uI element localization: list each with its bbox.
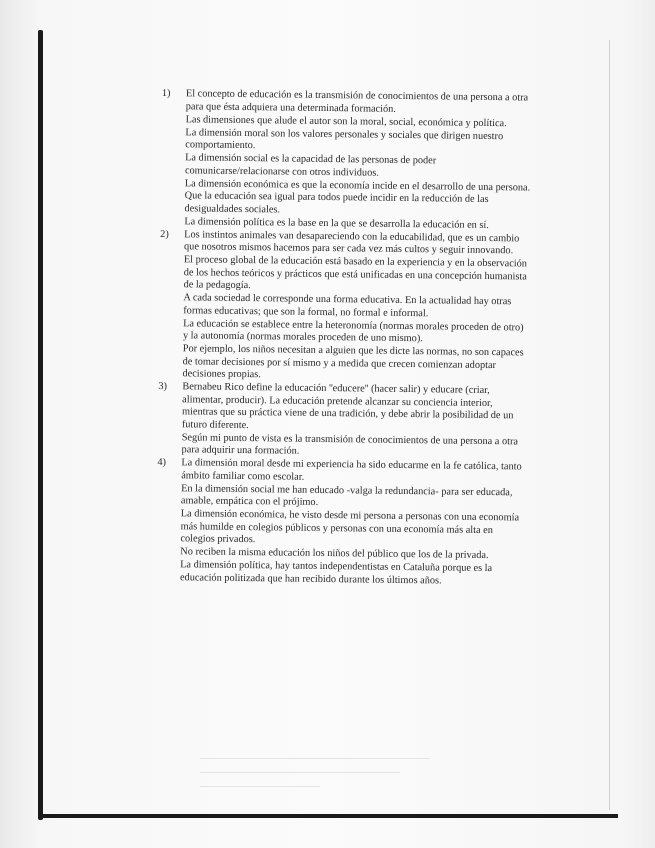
item-body xyxy=(184,88,532,233)
faint-bleedthrough xyxy=(200,772,400,773)
numbered-item xyxy=(157,381,528,462)
numbered-item xyxy=(158,228,530,385)
paragraph: Bernabeu Rico define la educación ''educere'' (hacer salir) y educare (criar, alimentar, producir). La educación pretende alcanzar su conciencia interior, mientras que su práctica viene de una tradición, y debe abrir la posibilidad de un futuro diferente. xyxy=(181,381,514,431)
paragraph: La dimensión moral son los valores personales y sociales que dirigen nuestro comportamiento. xyxy=(185,126,504,152)
paragraph: Según mi punto de vista es la transmisión de conocimientos de una persona a otra para adquirir una formación. xyxy=(181,431,519,457)
faint-bleedthrough xyxy=(200,786,320,787)
paragraph: Los instintos animales van desapareciendo con la educabilidad, que es un cambio que nosotros mismos hacemos para ser cada vez más cultos y seguir innovando. xyxy=(183,228,520,257)
paragraph: La dimensión moral desde mi experiencia ha sido educarme en la fe católica, tanto ámbito familiar como escolar. xyxy=(181,457,522,483)
document-body xyxy=(156,88,532,589)
scan-edge-bottom xyxy=(38,814,618,818)
paragraph: La dimensión social es la capacidad de las personas de poder comunicarse/relacionarse con otros individuos. xyxy=(184,152,437,179)
scan-edge-left xyxy=(38,30,43,820)
paragraph: La educación se establece entre la heteronomía (normas morales proceden de otro) y la autonomía (normas morales proceden de uno mismo). xyxy=(182,317,524,345)
paragraph: La dimensión económica es que la economía incide en el desarrollo de una persona. Que la educación sea igual para todos puede incidir en la reducción de las desigualdades sociales. xyxy=(184,177,531,215)
paragraph: La dimensión política es la base en la que se desarrolla la educación en sí. xyxy=(184,215,489,231)
paragraph: El proceso global de la educación está basado en la experiencia y en la observación de los hechos teóricos y prácticos que está unificadas en una concepción humanista de la pedagogía. xyxy=(183,254,528,292)
paragraph: La dimensión económica, he visto desde mi persona a personas con una economía más humilde en colegios públicos y personas con una economía más alta en colegios privados. xyxy=(180,508,520,546)
item-body xyxy=(182,229,530,386)
numbered-item xyxy=(160,88,532,233)
item-body xyxy=(181,381,528,461)
item-number: 3) xyxy=(158,380,167,393)
paragraph: En la dimensión social me han educado -valga la redundancia- para ser educada, amable, empática con el prójimo. xyxy=(180,482,513,508)
paragraph: Por ejemplo, los niños necesitan a alguien que les dicte las normas, no son capaces de tomar decisiones por sí mismo y a medida que crecen comienzan adoptar decisiones propias. xyxy=(182,343,524,381)
item-number: 4) xyxy=(157,456,167,469)
item-number: 1) xyxy=(161,88,171,100)
paragraph: El concepto de educación es la transmisión de conocimientos de una persona a otra para que ésta adquiera una determinada formación. xyxy=(185,88,529,115)
item-number: 2) xyxy=(160,228,169,240)
paragraph: A cada sociedad le corresponde una forma educativa. En la actualidad hay otras formas educativas; que son la formal, no formal e informal. xyxy=(183,292,512,319)
paragraph: Las dimensiones que alude el autor son la moral, social, económica y política. xyxy=(185,113,507,129)
item-body xyxy=(180,457,528,589)
numbered-item xyxy=(156,457,528,589)
paragraph: No reciben la misma educación los niños del público que los de la privada. xyxy=(180,546,489,562)
paragraph: La dimensión política, hay tantos independentistas en Cataluña porque es la educación politizada que han recibido durante los últimos años. xyxy=(179,559,493,586)
scan-edge-right xyxy=(609,40,610,810)
faint-bleedthrough xyxy=(200,758,430,759)
